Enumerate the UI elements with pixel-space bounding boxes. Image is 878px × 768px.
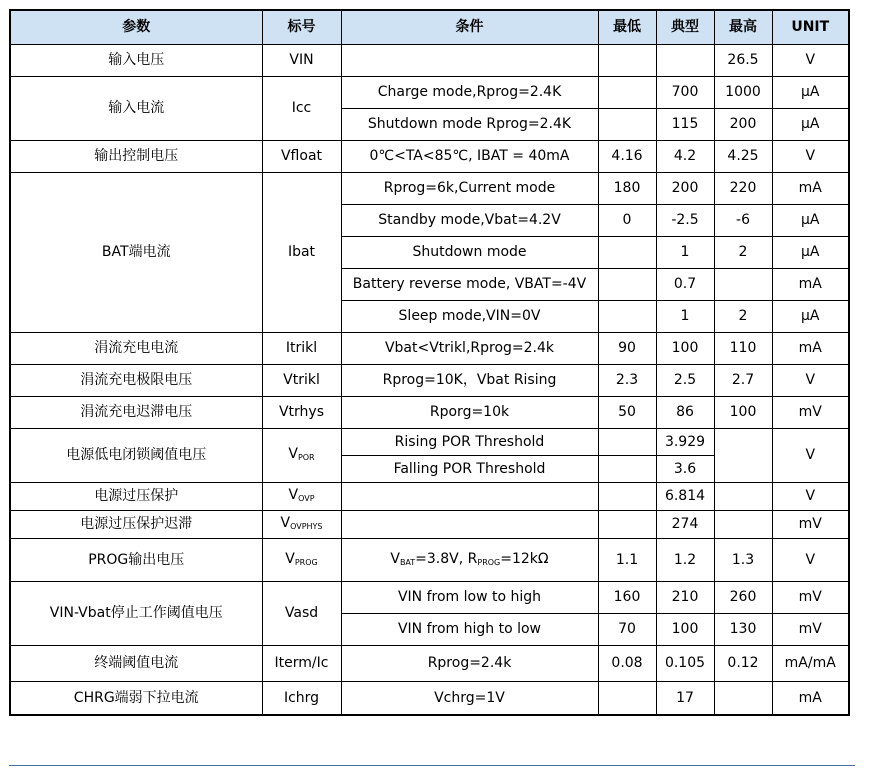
min-cell — [598, 681, 656, 715]
condition-cell: Rising POR Threshold — [341, 428, 598, 455]
typ-cell: 100 — [656, 613, 714, 645]
typ-cell: 3.929 — [656, 428, 714, 455]
min-cell: 0.08 — [598, 645, 656, 681]
min-cell: 4.16 — [598, 140, 656, 172]
typ-cell: 2.5 — [656, 364, 714, 396]
min-cell — [598, 455, 656, 482]
symbol-cell: Icc — [262, 76, 341, 140]
condition-cell: Battery reverse mode, VBAT=-4V — [341, 268, 598, 300]
table-row — [10, 581, 849, 613]
max-cell: 130 — [714, 613, 772, 645]
unit-cell: μA — [772, 76, 849, 108]
condition-cell: Shutdown mode Rprog=2.4K — [341, 108, 598, 140]
min-cell: 1.1 — [598, 538, 656, 581]
condition-cell — [341, 482, 598, 510]
typ-cell: 0.7 — [656, 268, 714, 300]
max-cell: 220 — [714, 172, 772, 204]
min-cell — [598, 510, 656, 538]
symbol-cell: Itrikl — [262, 332, 341, 364]
max-cell — [714, 268, 772, 300]
min-cell — [598, 482, 656, 510]
param-cell: 电源过压保护迟滞 — [10, 510, 262, 538]
param-cell: CHRG端弱下拉电流 — [10, 681, 262, 715]
header-max: 最高 — [714, 10, 772, 44]
param-cell: 涓流充电极限电压 — [10, 364, 262, 396]
max-cell: 0.12 — [714, 645, 772, 681]
condition-cell: Shutdown mode — [341, 236, 598, 268]
symbol-cell: $V_{OVP}$ — [262, 482, 341, 510]
typ-cell: 1 — [656, 300, 714, 332]
electrical-characteristics-table — [9, 9, 850, 716]
table-row — [10, 538, 849, 581]
unit-cell: μA — [772, 236, 849, 268]
condition-cell: Rprog=2.4k — [341, 645, 598, 681]
table-row — [10, 172, 849, 204]
condition-cell: Rprog=10K，Vbat Rising — [341, 364, 598, 396]
typ-cell: 700 — [656, 76, 714, 108]
condition-cell: Charge mode,Rprog=2.4K — [341, 76, 598, 108]
min-cell — [598, 108, 656, 140]
symbol-cell: Ibat — [262, 172, 341, 332]
max-cell: 4.25 — [714, 140, 772, 172]
max-cell: 110 — [714, 332, 772, 364]
table-row — [10, 140, 849, 172]
unit-cell: V — [772, 140, 849, 172]
param-cell: 输出控制电压 — [10, 140, 262, 172]
typ-cell: 200 — [656, 172, 714, 204]
min-cell — [598, 236, 656, 268]
param-cell: VIN-Vbat停止工作阈值电压 — [10, 581, 262, 645]
unit-cell: μA — [772, 300, 849, 332]
condition-cell: Sleep mode,VIN=0V — [341, 300, 598, 332]
unit-cell: mA/mA — [772, 645, 849, 681]
max-cell: 2.7 — [714, 364, 772, 396]
symbol-cell: VIN — [262, 44, 341, 76]
symbol-cell: Vtrhys — [262, 396, 341, 428]
table-row — [10, 44, 849, 76]
unit-cell: mA — [772, 268, 849, 300]
condition-cell: $V_{BAT}=3.8V$, $R_{PROG}=12k\Omega$ — [341, 538, 598, 581]
param-cell: 输入电压 — [10, 44, 262, 76]
typ-cell: 274 — [656, 510, 714, 538]
condition-cell: Falling POR Threshold — [341, 455, 598, 482]
min-cell: 160 — [598, 581, 656, 613]
max-cell: 200 — [714, 108, 772, 140]
condition-cell: VIN from high to low — [341, 613, 598, 645]
unit-cell: V — [772, 364, 849, 396]
unit-cell: mA — [772, 172, 849, 204]
table-row — [10, 482, 849, 510]
max-cell: 1.3 — [714, 538, 772, 581]
table-row — [10, 428, 849, 455]
max-cell — [714, 681, 772, 715]
typ-cell: 210 — [656, 581, 714, 613]
header-min: 最低 — [598, 10, 656, 44]
unit-cell: mA — [772, 332, 849, 364]
table-row — [10, 364, 849, 396]
unit-cell: V — [772, 428, 849, 482]
param-cell: BAT端电流 — [10, 172, 262, 332]
symbol-cell: Iterm/Ic — [262, 645, 341, 681]
condition-cell — [341, 44, 598, 76]
param-cell: 涓流充电电流 — [10, 332, 262, 364]
table-row — [10, 396, 849, 428]
condition-cell — [341, 510, 598, 538]
typ-cell: 100 — [656, 332, 714, 364]
table-row — [10, 332, 849, 364]
symbol-cell: Vfloat — [262, 140, 341, 172]
typ-cell: 86 — [656, 396, 714, 428]
max-cell: 100 — [714, 396, 772, 428]
param-cell: PROG输出电压 — [10, 538, 262, 581]
header-symbol: 标号 — [262, 10, 341, 44]
unit-cell: mA — [772, 681, 849, 715]
unit-cell: V — [772, 482, 849, 510]
table-row — [10, 510, 849, 538]
condition-cell: 0℃<TA<85℃, IBAT = 40mA — [341, 140, 598, 172]
min-cell: 70 — [598, 613, 656, 645]
symbol-cell: $V_{PROG}$ — [262, 538, 341, 581]
footer-rule — [9, 765, 855, 766]
max-cell: 26.5 — [714, 44, 772, 76]
typ-cell: 0.105 — [656, 645, 714, 681]
min-cell: 90 — [598, 332, 656, 364]
symbol-cell: $V_{POR}$ — [262, 428, 341, 482]
param-cell: 涓流充电迟滞电压 — [10, 396, 262, 428]
unit-cell: mV — [772, 510, 849, 538]
condition-cell: Rporg=10k — [341, 396, 598, 428]
unit-cell: mV — [772, 613, 849, 645]
max-cell: 1000 — [714, 76, 772, 108]
min-cell — [598, 428, 656, 455]
max-cell — [714, 510, 772, 538]
symbol-cell: Ichrg — [262, 681, 341, 715]
unit-cell: μA — [772, 204, 849, 236]
header-typ: 典型 — [656, 10, 714, 44]
symbol-cell: Vasd — [262, 581, 341, 645]
table-row — [10, 681, 849, 715]
condition-cell: Standby mode,Vbat=4.2V — [341, 204, 598, 236]
max-cell: 2 — [714, 236, 772, 268]
typ-cell: 6.814 — [656, 482, 714, 510]
min-cell: 180 — [598, 172, 656, 204]
header-condition: 条件 — [341, 10, 598, 44]
min-cell — [598, 300, 656, 332]
param-cell: 终端阈值电流 — [10, 645, 262, 681]
max-cell — [714, 482, 772, 510]
min-cell — [598, 268, 656, 300]
typ-cell: -2.5 — [656, 204, 714, 236]
min-cell: 2.3 — [598, 364, 656, 396]
typ-cell: 1.2 — [656, 538, 714, 581]
unit-cell: V — [772, 44, 849, 76]
max-cell: -6 — [714, 204, 772, 236]
param-cell: 输入电流 — [10, 76, 262, 140]
condition-cell: Vbat<Vtrikl,Rprog=2.4k — [341, 332, 598, 364]
header-row — [10, 10, 849, 44]
typ-cell: 4.2 — [656, 140, 714, 172]
min-cell: 50 — [598, 396, 656, 428]
unit-cell: mV — [772, 581, 849, 613]
typ-cell: 3.6 — [656, 455, 714, 482]
condition-cell: VIN from low to high — [341, 581, 598, 613]
table-row — [10, 76, 849, 108]
header-unit: UNIT — [772, 10, 849, 44]
header-param: 参数 — [10, 10, 262, 44]
unit-cell: μA — [772, 108, 849, 140]
max-cell: 2 — [714, 300, 772, 332]
max-cell: 260 — [714, 581, 772, 613]
symbol-cell: Vtrikl — [262, 364, 341, 396]
typ-cell: 1 — [656, 236, 714, 268]
typ-cell: 17 — [656, 681, 714, 715]
min-cell — [598, 76, 656, 108]
unit-cell: V — [772, 538, 849, 581]
typ-cell: 115 — [656, 108, 714, 140]
typ-cell — [656, 44, 714, 76]
condition-cell: Rprog=6k,Current mode — [341, 172, 598, 204]
table-row — [10, 645, 849, 681]
min-cell — [598, 44, 656, 76]
symbol-cell: $V_{OVPHYS}$ — [262, 510, 341, 538]
unit-cell: mV — [772, 396, 849, 428]
condition-cell: Vchrg=1V — [341, 681, 598, 715]
param-cell: 电源低电闭锁阈值电压 — [10, 428, 262, 482]
max-cell — [714, 428, 772, 482]
min-cell: 0 — [598, 204, 656, 236]
param-cell: 电源过压保护 — [10, 482, 262, 510]
